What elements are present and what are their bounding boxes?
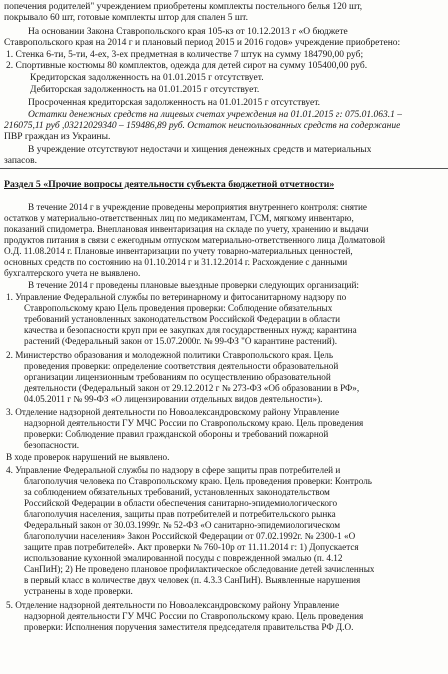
- list-item: 2. Спортивные костюмы 80 комплектов, одежда для детей сирот на сумму 105400,00 руб.: [6, 61, 368, 71]
- text-line: организации лицензионным требованиям по осуществлению образовательной: [24, 372, 331, 382]
- text-line: На основании Закона Ставропольского края 105-кз от 10.12.2013 г «О бюджете: [28, 27, 348, 37]
- text-line: защите прав потребителей». Акт проверки № 760-10р от 11.11.2014 г: 1) Допускается: [24, 542, 359, 552]
- text-line: растений (Федеральный закон от 15.07.2000г. № 99-ФЗ "О карантине растений).: [24, 336, 338, 346]
- divider: [0, 168, 448, 169]
- list-item: 2. Министерство образования и молодежной политики Ставропольского края. Цель: [6, 350, 334, 360]
- text-line: надзорной деятельности ГУ МЧС России по Ставропольскому краю. Цель проведения: [24, 611, 364, 621]
- text-line: проведения проверки: определение соответствия деятельности образовательной: [24, 361, 339, 371]
- text-line: покрывало 60 шт, готовые комплекты штор для спален 5 шт.: [4, 13, 248, 23]
- text-line: Федеральный закон от 30.03.1999г. № 52-ФЗ «О санитарно-эпидемиологическом: [24, 520, 341, 530]
- text-line: качества и безопасности круп при ее закупках для государственных нужд; карантина: [24, 325, 357, 335]
- list-item: 4. Управление Федеральной службы по надзору в сфере защиты прав потребителей и: [6, 465, 341, 475]
- text-line: в первый класс в количестве двух человек (п. 4.3.3 СанПиН). Выявленные нарушения: [24, 575, 361, 585]
- text-line: ПВР граждан из Украины.: [4, 132, 111, 142]
- text-line: Ставропольскому краю Цель проведения проверки: Соблюдение обязательных: [24, 303, 333, 313]
- list-item: 1. Управление Федеральной службы по ветеринарному и фитосанитарному надзору по: [6, 292, 347, 302]
- text-line: безопасности.: [24, 440, 80, 450]
- text-line: Дебиторская задолженность на 01.01.2015 г отсутствует.: [30, 85, 260, 95]
- text-line: проверки: Соблюдение правил гражданской обороны и требований пожарной: [24, 429, 329, 439]
- text-line: показаний спидометра. Внеплановая инвентаризация на складе по учету, хранению и выдачи: [4, 224, 369, 234]
- text-line: надзорной деятельности ГУ МЧС России по Ставропольскому краю. Цель проведения: [24, 418, 364, 428]
- text-line: В ходе проверок нарушений не выявлено.: [6, 452, 170, 462]
- text-line: Российской Федерации в области обеспечения санитарно-эпидемиологического: [24, 498, 338, 508]
- section-heading: Раздел 5 «Прочие вопросы деятельности субъекта бюджетной отчетности»: [4, 179, 335, 190]
- list-item: 5. Отделение надзорной деятельности по Новоалександровскому району Управление: [6, 600, 340, 610]
- text-line: В течение 2014 г в учреждение проведены мероприятия внутреннего контроля: снятие: [28, 202, 368, 212]
- text-line: основных средств по состоянию на 01.10.2014 г и 31.12.2014 г. Расхождение с данными: [4, 257, 348, 267]
- text-line: Просроченная кредиторская задолженность на 01.01.2015 г отсутствует.: [28, 98, 321, 108]
- text-line: требований установленных законодательством Российской Федерации в области: [24, 314, 341, 324]
- text-line: благополучия населения, защиты прав потребителей и потребительского рынка: [24, 509, 336, 519]
- text-line: благополучии населения» Закон Российской Федерации от 07.02.1992г. № 2300-1 «О: [24, 531, 356, 541]
- text-line: деятельности (Федеральный закон от 29.12.2012 г № 273-ФЗ «Об образовании в РФ»,: [24, 383, 360, 393]
- text-line: 216075,11 руб ,03212029340 – 159486,89 руб. Остаток неиспользованных средств на содержание: [4, 121, 401, 131]
- list-item: 3. Отделение надзорной деятельности по Новоалександровскому району Управление: [6, 407, 340, 417]
- text-line: Остатки денежных средств на лицевых счетах учреждения на 01.01.2015 г: 075.01.063.1 –: [28, 110, 402, 120]
- text-line: В течение 2014 г проведены плановые выездные проверки следующих организаций:: [28, 280, 359, 290]
- text-line: попечения родителей" учреждением приобретены комплекты постельного белья 120 шт,: [4, 2, 363, 12]
- text-line: проверки: Исполнения поручения заместителя председателя правительства РФ Д.О.: [24, 622, 354, 632]
- text-line: продуктов питания в связи с ежегодным отпуском материально-ответственного лица Долматовой: [4, 235, 386, 245]
- text-line: Кредиторская задолженность на 01.01.2015 г отсутствует.: [30, 73, 264, 83]
- text-line: благополучия человека по Ставропольскому краю. Цель проведения проверки: Контроль: [24, 476, 372, 486]
- list-item: 1. Стенка 6-ти, 5-ти, 4-ех, 3-ех предметная в количестве 7 штук на сумму 184790,00 руб;: [6, 50, 364, 60]
- text-line: использование кухонной эмалированной посуды с поврежденной эмалью (п. 4.12: [24, 553, 343, 563]
- text-line: устранены в ходе проверки.: [24, 586, 133, 596]
- text-line: остатков у материально-ответственных лиц по медикаментам, ГСМ, мягкому инвентарю,: [4, 213, 354, 223]
- text-line: СанПиН); 2) Не проведено плановое профилактическое обследование детей зачисленных: [24, 564, 375, 574]
- text-line: бухгалтерского учета не выявлено.: [4, 268, 141, 278]
- text-line: О.Д. 11.08.2014 г. Плановые инвентаризации по учету товарно-материальных ценностей,: [4, 246, 353, 256]
- text-line: запасов.: [4, 156, 37, 166]
- text-line: 04.05.2011 г № 99-ФЗ «О лицензировании отдельных видов деятельности»).: [24, 394, 323, 404]
- text-line: за соблюдением обязательных требований, установленных законодательством: [24, 487, 330, 497]
- text-line: В учреждение отсутствуют недостачи и хищения денежных средств и материальных: [28, 145, 372, 155]
- text-line: Ставропольского края на 2014 г и плановый период 2015 и 2016 годов» учреждение приобретено:: [4, 38, 401, 48]
